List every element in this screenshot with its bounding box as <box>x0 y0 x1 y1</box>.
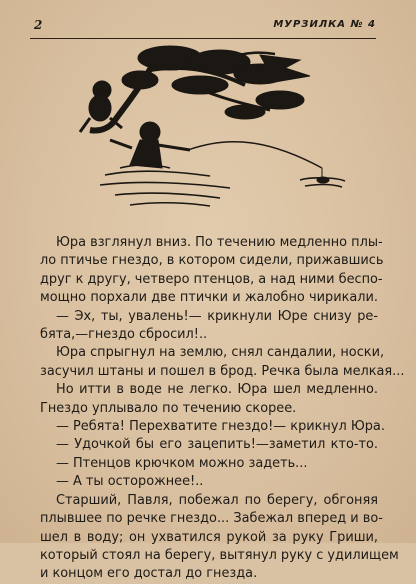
text-line: — Ребята! Перехватите гнездо!— крикнул Юра. <box>56 419 385 435</box>
text-line: Старший, Павля, побежал по берегу, обгоняя <box>56 492 378 508</box>
text-line: друг к другу, четверо птенцов, а над ними беспо- <box>40 271 383 287</box>
magazine-title: МУРЗИЛКА № 4 <box>273 19 376 30</box>
text-line: и концом его достал до гнезда. <box>40 566 258 582</box>
story-text <box>40 234 405 584</box>
text-line: засучил штаны и пошел в брод. Речка была мелкая... <box>40 363 405 379</box>
text-line: ло птичье гнездо, в котором сидели, прижавшись <box>40 253 384 269</box>
text-line: бята,—гнездо сбросил!.. <box>40 327 208 343</box>
text-line: шел в воду; он ухватился рукой за руку Гриши, <box>40 529 378 545</box>
page-header <box>30 18 376 39</box>
text-line: — Эх, ты, увалень!— крикнули Юре снизу ре- <box>56 308 378 324</box>
text-line: который стоял на берегу, вытянул руку с удилищем <box>40 547 399 563</box>
text-line: Но итти в воде не легко. Юра шел медленно. <box>56 382 378 398</box>
text-line: — Птенцов крючком можно задеть... <box>56 455 308 471</box>
text-line: мощно порхали две птички и жалобно чирикали. <box>40 290 378 306</box>
text-line: Юра спрыгнул на землю, снял сандалии, носки, <box>56 345 385 361</box>
text-line: Гнездо уплывало по течению скорее. <box>40 400 297 416</box>
text-line: — А ты осторожнее!.. <box>56 474 204 490</box>
boy-with-fishing-rod-in-water-illustration <box>60 40 360 220</box>
text-line: — Удочкой бы его зацепить!—заметил кто-то. <box>56 437 378 453</box>
page-number: 2 <box>34 18 43 32</box>
text-line: плывшее по речке гнездо... Забежал вперед и во- <box>40 511 383 527</box>
text-line: Юра взглянул вниз. По течению медленно плы- <box>56 235 383 250</box>
